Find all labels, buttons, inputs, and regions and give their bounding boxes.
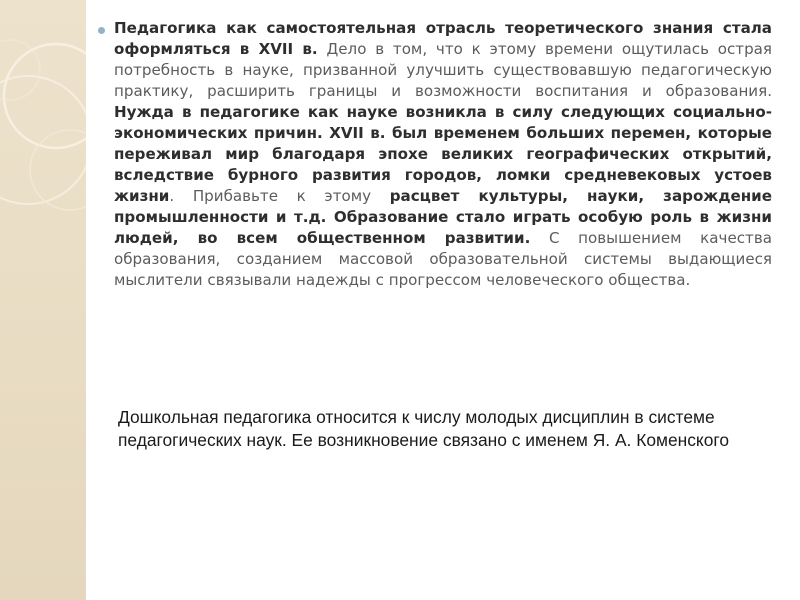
bullet-segment-2: Дело в том, что к этому времени ощутилась острая потребность в науке, призванной улучшить существовавшую педагогическую практику, расширить границы и возможности воспитания и образования. bbox=[114, 40, 772, 100]
decorative-circles-graphic bbox=[0, 0, 86, 600]
bullet-segment-1: Педагогика как самостоятельная отрасль теоретического знания стала оформляться в XVII в. bbox=[114, 19, 772, 58]
bullet-segment-6: С повышением качества образования, созданием массовой образовательной системы выдающиеся мыслители связывали надежды с прогрессом человеческого общества. bbox=[114, 229, 772, 289]
bullet-text bbox=[114, 18, 772, 291]
note-paragraph: Дошкольная педагогика относится к числу молодых дисциплин в системе педагогических наук. Ее возникновение связано с именем Я. А. Коменского bbox=[118, 407, 730, 450]
decorative-side-panel bbox=[0, 0, 86, 600]
main-bullet-paragraph bbox=[96, 18, 772, 291]
bullet-segment-5: расцвет культуры, науки, зарождение промышленности и т.д. Образование стало играть особую роль в жизни людей, во всем общественном развитии. bbox=[114, 187, 772, 247]
bullet-segment-4: . Прибавьте к этому bbox=[169, 187, 390, 205]
bullet-segment-3: Нужда в педагогике как науке возникла в силу следующих социально-экономических причин. XVII в. был временем больших перемен, которые переживал мир благодаря эпохе великих географических открытий, вследствие бурного развития городов, ломки средневековых устоев жизни bbox=[114, 103, 772, 205]
